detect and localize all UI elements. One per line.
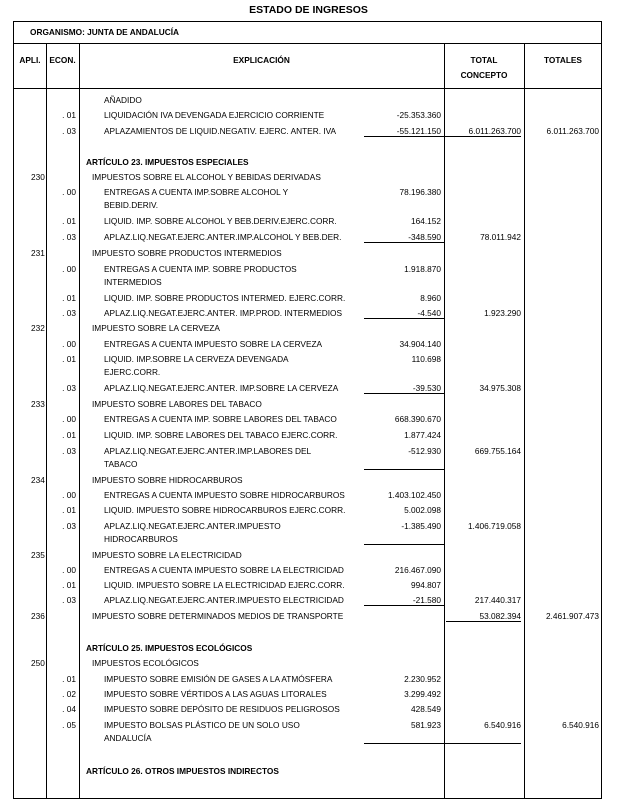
row-amount: 34.904.140 (399, 339, 441, 349)
row-econ: . 01 (62, 110, 76, 120)
article-heading: ARTÍCULO 26. OTROS IMPUESTOS INDIRECTOS (86, 766, 279, 776)
row-totales: 6.011.263.700 (546, 126, 599, 136)
row-econ: . 03 (62, 232, 76, 242)
header-apli: APLI. (19, 55, 41, 65)
row-description: LIQUID. IMP. SOBRE LABORES DEL TABACO EJERC.CORR. (104, 430, 338, 440)
row-apli: 230 (31, 172, 45, 182)
row-amount: 8.960 (420, 293, 441, 303)
row-description: ENTREGAS A CUENTA IMP.SOBRE ALCOHOL Y (104, 187, 289, 197)
row-description: IMPUESTO SOBRE PRODUCTOS INTERMEDIOS (92, 248, 282, 258)
row-amount: -512.930 (408, 446, 441, 456)
row-econ: . 01 (62, 293, 76, 303)
row-totales: 2.461.907.473 (545, 611, 599, 621)
subtotal-underline (446, 621, 521, 622)
row-amount: 2.230.952 (404, 674, 441, 684)
subtotal-underline (364, 743, 521, 744)
row-description: APLAZ.LIQ.NEGAT.EJERC.ANTER.IMPUESTO (104, 521, 281, 531)
row-amount: 994.807 (411, 580, 441, 590)
article-heading: ARTÍCULO 25. IMPUESTOS ECOLÓGICOS (86, 643, 253, 653)
row-amount: 1.877.424 (404, 430, 441, 440)
row-description-cont: EJERC.CORR. (104, 367, 161, 377)
row-description: LIQUID. IMP.SOBRE LA CERVEZA DEVENGADA (104, 354, 289, 364)
row-total-concepto: 78.011.942 (480, 232, 521, 242)
row-apli: 236 (31, 611, 45, 621)
row-description: LIQUID. IMPUESTO SOBRE LA ELECTRICIDAD EJERC.CORR. (104, 580, 345, 590)
article-heading: ARTÍCULO 23. IMPUESTOS ESPECIALES (86, 157, 249, 167)
row-description: AÑADIDO (104, 95, 142, 105)
row-amount: -1.385.490 (401, 521, 441, 531)
row-description: APLAZ.LIQ.NEGAT.EJERC.ANTER.IMP.LABORES DEL (104, 446, 312, 456)
row-description: ENTREGAS A CUENTA IMPUESTO SOBRE LA ELECTRICIDAD (104, 565, 344, 575)
header-total: TOTAL (470, 55, 498, 65)
document-title: ESTADO DE INGRESOS (249, 4, 368, 16)
row-amount: -25.353.360 (396, 110, 441, 120)
row-amount: 164.152 (411, 216, 441, 226)
row-econ: . 03 (62, 308, 76, 318)
header-explicacion: EXPLICACIÓN (233, 55, 290, 65)
row-econ: . 03 (62, 446, 76, 456)
row-description: LIQUID. IMP. SOBRE PRODUCTOS INTERMED. EJERC.CORR. (104, 293, 346, 303)
row-description: APLAZ.LIQ.NEGAT.EJERC.ANTER.IMP.ALCOHOL Y BEB.DER. (104, 232, 342, 242)
row-apli: 232 (31, 323, 45, 333)
row-total-concepto: 53.082.394 (479, 611, 521, 621)
row-description: IMPUESTO SOBRE LA ELECTRICIDAD (92, 550, 242, 560)
row-description: IMPUESTO SOBRE LA CERVEZA (92, 323, 220, 333)
row-total-concepto: 6.540.916 (484, 720, 521, 730)
row-econ: . 01 (62, 216, 76, 226)
row-apli: 235 (31, 550, 45, 560)
row-amount: -348.590 (408, 232, 441, 242)
subtotal-underline (364, 318, 444, 319)
row-econ: . 01 (62, 430, 76, 440)
row-description: IMPUESTO SOBRE LABORES DEL TABACO (92, 399, 262, 409)
row-econ: . 03 (62, 595, 76, 605)
row-amount: 78.196.380 (399, 187, 441, 197)
row-amount: 3.299.492 (404, 689, 441, 699)
row-description: LIQUIDACIÓN IVA DEVENGADA EJERCICIO CORRIENTE (104, 110, 325, 120)
subtotal-underline (364, 544, 444, 545)
row-description: LIQUID. IMPUESTO SOBRE HIDROCARBUROS EJERC.CORR. (104, 505, 346, 515)
row-description-cont: HIDROCARBUROS (104, 534, 178, 544)
col-divider-explicacion (444, 43, 445, 799)
row-econ: . 00 (62, 339, 76, 349)
row-econ: . 01 (62, 674, 76, 684)
row-apli: 231 (31, 248, 45, 258)
row-description: IMPUESTO BOLSAS PLÁSTICO DE UN SOLO USO (104, 720, 300, 730)
row-description: LIQUID. IMP. SOBRE ALCOHOL Y BEB.DERIV.EJERC.CORR. (104, 216, 337, 226)
row-description-cont: INTERMEDIOS (104, 277, 162, 287)
row-amount: 1.403.102.450 (387, 490, 441, 500)
row-totales: 6.540.916 (562, 720, 599, 730)
row-econ: . 04 (62, 704, 76, 714)
col-divider-econ (79, 43, 80, 799)
row-apli: 234 (31, 475, 45, 485)
row-total-concepto: 34.975.308 (479, 383, 521, 393)
row-description: APLAZ.LIQ.NEGAT.EJERC.ANTER. IMP.PROD. INTERMEDIOS (104, 308, 343, 318)
row-econ: . 00 (62, 565, 76, 575)
row-amount: -4.540 (417, 308, 441, 318)
row-econ: . 02 (62, 689, 76, 699)
row-econ: . 00 (62, 414, 76, 424)
row-amount: 668.390.670 (394, 414, 441, 424)
row-econ: . 00 (62, 490, 76, 500)
row-total-concepto: 669.755.164 (474, 446, 521, 456)
row-amount: 216.467.090 (394, 565, 441, 575)
row-amount: -55.121.150 (396, 126, 441, 136)
col-divider-total (524, 43, 525, 799)
row-total-concepto: 1.406.719.058 (467, 521, 521, 531)
subtotal-underline (364, 605, 444, 606)
row-econ: . 03 (62, 383, 76, 393)
row-description: APLAZAMIENTOS DE LIQUID.NEGATIV. EJERC. ANTER. IVA (104, 126, 337, 136)
row-econ: . 03 (62, 126, 76, 136)
row-description: ENTREGAS A CUENTA IMPUESTO SOBRE LA CERVEZA (104, 339, 323, 349)
row-description: IMPUESTO SOBRE DEPÓSITO DE RESIDUOS PELIGROSOS (104, 704, 340, 714)
row-amount: 110.698 (411, 354, 441, 364)
row-econ: . 03 (62, 521, 76, 531)
row-amount: 428.549 (411, 704, 441, 714)
row-description: ENTREGAS A CUENTA IMP. SOBRE LABORES DEL TABACO (104, 414, 337, 424)
subtotal-underline (364, 136, 521, 137)
row-description: IMPUESTOS SOBRE EL ALCOHOL Y BEBIDAS DERIVADAS (92, 172, 321, 182)
row-description: ENTREGAS A CUENTA IMPUESTO SOBRE HIDROCARBUROS (104, 490, 345, 500)
organismo-label: ORGANISMO: JUNTA DE ANDALUCÍA (30, 27, 180, 37)
row-description: IMPUESTO SOBRE VÉRTIDOS A LAS AGUAS LITORALES (104, 689, 327, 699)
row-description: APLAZ.LIQ.NEGAT.EJERC.ANTER.IMPUESTO ELECTRICIDAD (104, 595, 344, 605)
header-divider (13, 88, 602, 89)
row-description: APLAZ.LIQ.NEGAT.EJERC.ANTER. IMP.SOBRE LA CERVEZA (104, 383, 339, 393)
row-description: IMPUESTOS ECOLÓGICOS (92, 658, 199, 668)
row-total-concepto: 6.011.263.700 (468, 126, 521, 136)
organismo-divider (13, 43, 602, 44)
row-econ: . 00 (62, 187, 76, 197)
row-amount: 5.002.098 (404, 505, 441, 515)
row-econ: . 01 (62, 580, 76, 590)
header-concepto: CONCEPTO (460, 70, 508, 80)
row-econ: . 00 (62, 264, 76, 274)
row-description: IMPUESTO SOBRE HIDROCARBUROS (92, 475, 243, 485)
row-total-concepto: 217.440.317 (474, 595, 521, 605)
row-amount: -39.530 (412, 383, 441, 393)
row-econ: . 05 (62, 720, 76, 730)
row-description: ENTREGAS A CUENTA IMP. SOBRE PRODUCTOS (104, 264, 297, 274)
row-description: IMPUESTO SOBRE EMISIÓN DE GASES A LA ATMÓSFERA (104, 674, 333, 684)
row-description-cont: TABACO (104, 459, 138, 469)
subtotal-underline (364, 242, 444, 243)
row-apli: 250 (31, 658, 45, 668)
row-amount: 1.918.870 (404, 264, 441, 274)
row-apli: 233 (31, 399, 45, 409)
subtotal-underline (364, 393, 444, 394)
row-amount: 581.923 (411, 720, 441, 730)
row-total-concepto: 1.923.290 (484, 308, 521, 318)
row-econ: . 01 (62, 354, 76, 364)
row-amount: -21.580 (412, 595, 441, 605)
header-totales: TOTALES (544, 55, 582, 65)
row-description-cont: BEBID.DERIV. (104, 200, 159, 210)
subtotal-underline (364, 469, 444, 470)
header-econ: ECON. (49, 55, 76, 65)
row-description: IMPUESTO SOBRE DETERMINADOS MEDIOS DE TRANSPORTE (92, 611, 344, 621)
row-econ: . 01 (62, 505, 76, 515)
row-description-cont: ANDALUCÍA (104, 733, 152, 743)
